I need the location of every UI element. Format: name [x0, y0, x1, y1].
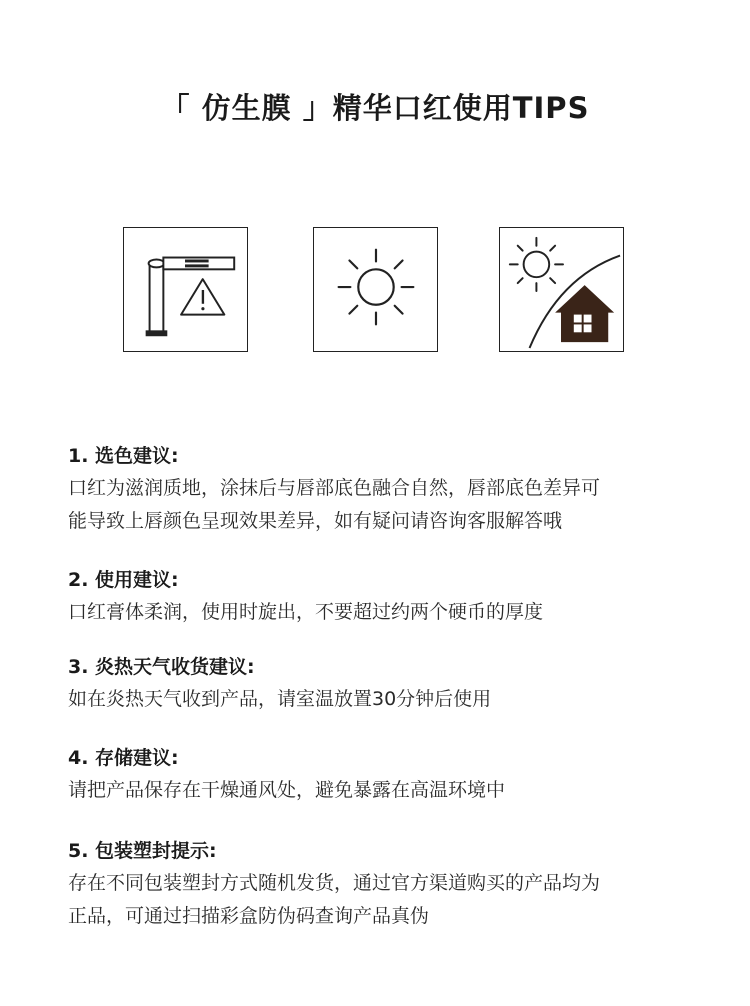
page-title: 「 仿生膜 」精华口红使用TIPS [160, 91, 590, 125]
section-text-line: 如在炎热天气收到产品，请室温放置30分钟后使用 [68, 688, 492, 710]
sun-house-icon [499, 227, 624, 352]
section-text-line: 正品，可通过扫描彩盒防伪码查询产品真伪 [68, 905, 430, 927]
section-text-line: 请把产品保存在干燥通风处，避免暴露在高温环境中 [68, 779, 506, 801]
section-heading: 1. 选色建议: [68, 445, 179, 467]
section-heading: 5. 包装塑封提示: [68, 840, 217, 862]
tip-section-packaging [68, 835, 708, 933]
tip-section-color [68, 440, 708, 538]
sun-icon [313, 227, 438, 352]
section-heading: 2. 使用建议: [68, 569, 179, 591]
section-text-line: 口红为滋润质地，涂抹后与唇部底色融合自然，唇部底色差异可 [68, 477, 601, 499]
tip-section-usage [68, 564, 708, 629]
barrier-warning-icon [123, 227, 248, 352]
section-text-line: 存在不同包装塑封方式随机发货，通过官方渠道购买的产品均为 [68, 872, 601, 894]
section-heading: 4. 存储建议: [68, 747, 179, 769]
section-heading: 3. 炎热天气收货建议: [68, 656, 255, 678]
tip-section-storage [68, 742, 708, 807]
section-text-line: 口红膏体柔润，使用时旋出，不要超过约两个硬币的厚度 [68, 601, 544, 623]
section-text-line: 能导致上唇颜色呈现效果差异，如有疑问请咨询客服解答哦 [68, 510, 563, 532]
tip-section-hot-weather [68, 651, 708, 716]
